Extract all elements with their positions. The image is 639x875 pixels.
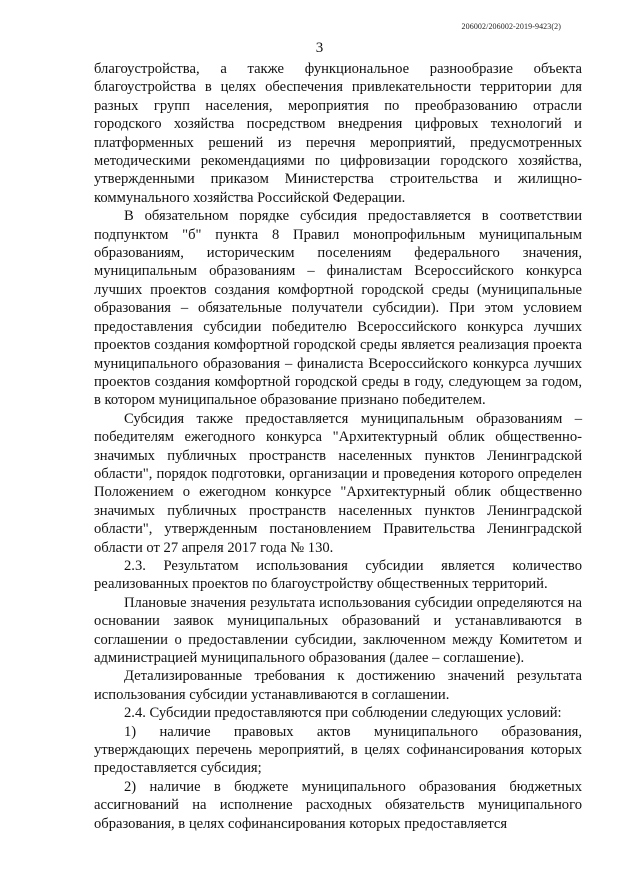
paragraph-condition-2: 2) наличие в бюджете муниципального образования бюджетных ассигнований на исполнение расходных обязательств муниципального образования, в целях софинансирования которых предоставляется — [94, 778, 582, 832]
document-id: 206002/206002-2019-9423(2) — [461, 22, 561, 31]
paragraph-condition-1: 1) наличие правовых актов муниципального образования, утверждающих перечень мероприятий, в целях софинансирования которых предоставляется субсидия; — [94, 723, 582, 777]
paragraph-result-2-3: 2.3. Результатом использования субсидии является количество реализованных проектов по благоустройству общественных территорий. — [94, 557, 582, 593]
paragraph-planned-values: Плановые значения результата использования субсидии определяются на основании заявок муниципальных образований и устанавливаются в соглашении о предоставлении субсидии, заключенном между Комитетом и администрацией муниципального образования (далее – соглашение). — [94, 594, 582, 666]
paragraph-detailed-requirements: Детализированные требования к достижению значений результата использования субсидии устанавливаются в соглашении. — [94, 668, 582, 703]
paragraph-conditions-2-4: 2.4. Субсидии предоставляются при соблюдении следующих условий: — [124, 705, 562, 722]
paragraph-mandatory-subsidy: В обязательном порядке субсидия предоставляется в соответствии подпунктом "б" пункта 8 Правил монопрофильным муниципальным образованиям, историческим поселениям федерального значения, муниципальным образованиям – финалистам Всероссийского конкурса лучших проектов создания комфортной городской среды (муниципальные образования – обязательные получатели субсидии). При этом условием предоставления субсидии победителю Всероссийского конкурса лучших проектов создания комфортной городской среды является реализация проекта муниципального образования – финалиста Всероссийского конкурса лучших проектов создания комфортной городской среды в году, следующем за годом, в котором муниципальное образование признано победителем. — [94, 208, 582, 409]
paragraph-contest-winners: Субсидия также предоставляется муниципальным образованиям – победителям ежегодного конкурса "Архитектурный облик общественно-значимых публичных пространств населенных пунктов Ленинградской области", порядок подготовки, организации и проведения которого определен Положением о ежегодном конкурсе "Архитектурный облик общественно значимых публичных пространств населенных пунктов Ленинградской области", утвержденным постановлением Правительства Ленинградской области от 27 апреля 2017 года № 130. — [94, 410, 582, 556]
page-number: 3 — [315, 40, 324, 56]
document-body — [94, 60, 582, 833]
paragraph-continuation: благоустройства, а также функциональное разнообразие объекта благоустройства в целях обеспечения привлекательности территории для разных групп населения, мероприятия по преобразованию отрасли городского хозяйства посредством внедрения цифровых технологий и платформенных решений из перечня мероприятий, предусмотренных методическими рекомендациями по цифровизации городского хозяйства, утвержденными приказом Министерства строительства и жилищно-коммунального хозяйства Российской Федерации. — [94, 61, 582, 206]
